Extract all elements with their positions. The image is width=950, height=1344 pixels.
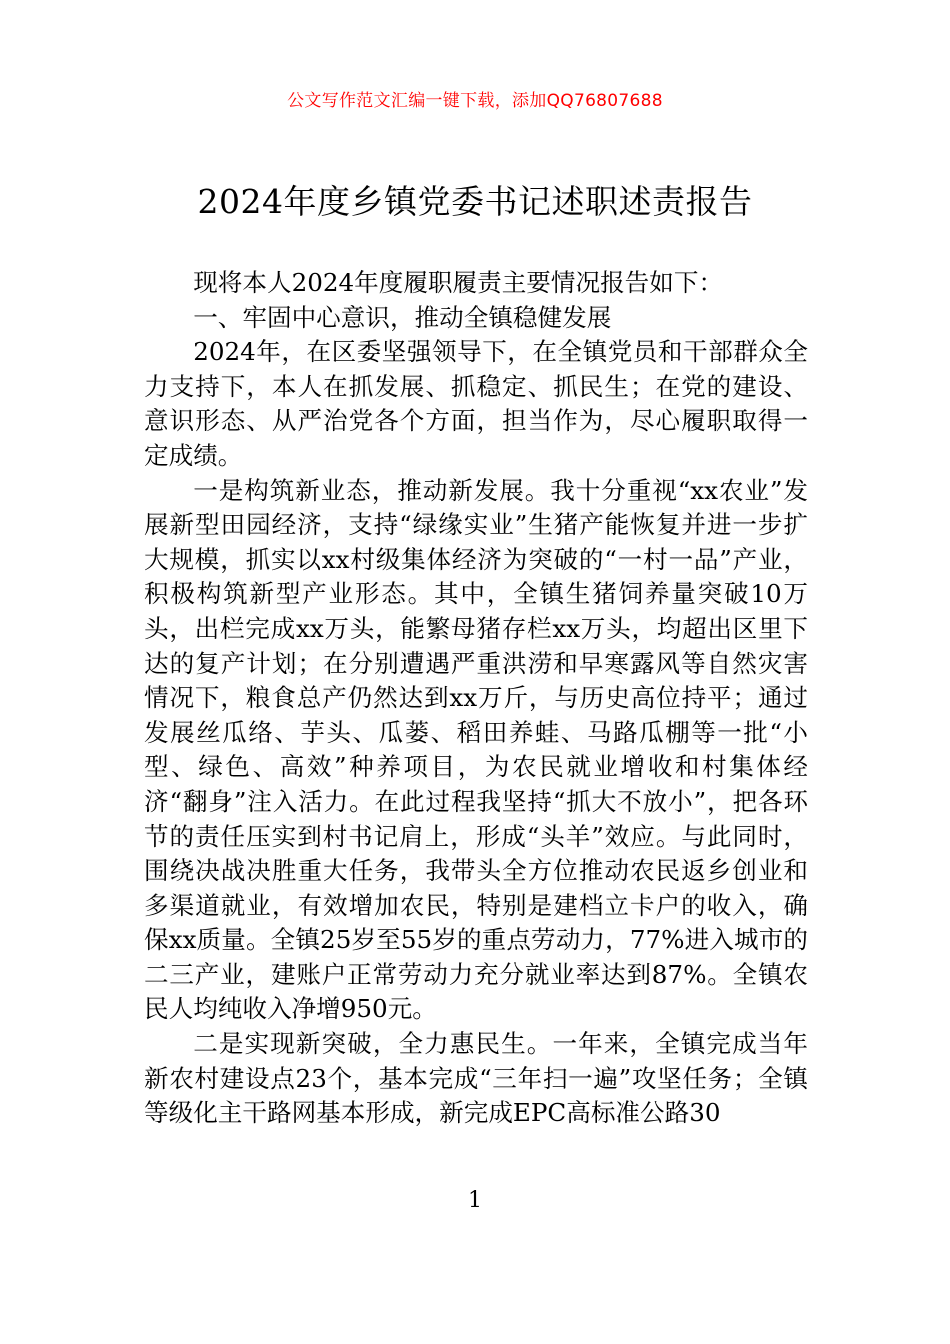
document-body: [144, 266, 808, 1131]
promo-banner: 公文写作范文汇编一键下载，添加QQ76807688: [287, 91, 663, 111]
intro-paragraph: 现将本人2024年度履职履责主要情况报告如下：: [193, 268, 724, 297]
page-number: 1: [468, 1188, 482, 1213]
body-paragraph: 2024年，在区委坚强领导下，在全镇党员和干部群众全力支持下，本人在抓发展、抓稳定、抓民生；在党的建设、意识形态、从严治党各个方面，担当作为，尽心履职取得一定成绩。: [144, 337, 808, 470]
document-title: 2024年度乡镇党委书记述职述责报告: [197, 182, 753, 221]
body-paragraph: 二是实现新突破，全力惠民生。一年来，全镇完成当年新农村建设点23个，基本完成“三年扫一遍”攻坚任务；全镇等级化主干路网基本形成，新完成EPC高标准公路30: [144, 1029, 808, 1128]
body-paragraph: 一是构筑新业态，推动新发展。我十分重视“xx农业”发展新型田园经济，支持“绿缘实业”生猪产能恢复并进一步扩大规模，抓实以xx村级集体经济为突破的“一村一品”产业，积极构筑新型产业形态。其中，全镇生猪饲养量突破10万头，出栏完成xx万头，能繁母猪存栏xx万头，均超出区里下达的复产计划；在分别遭遇严重洪涝和早寒露风等自然灾害情况下，粮食总产仍然达到xx万斤，与历史高位持平；通过发展丝瓜络、芋头、瓜蒌、稻田养蛙、马路瓜棚等一批“小型、绿色、高效”种养项目，为农民就业增收和村集体经济“翻身”注入活力。在此过程我坚持“抓大不放小”，把各环节的责任压实到村书记肩上，形成“头羊”效应。与此同时，围绕决战决胜重大任务，我带头全方位推动农民返乡创业和多渠道就业，有效增加农民，特别是建档立卡户的收入，确保xx质量。全镇25岁至55岁的重点劳动力，77%进入城市的二三产业，建账户正常劳动力充分就业率达到87%。全镇农民人均纯收入净增950元。: [144, 475, 808, 1024]
section-heading: 一、牢固中心意识，推动全镇稳健发展: [193, 302, 612, 332]
